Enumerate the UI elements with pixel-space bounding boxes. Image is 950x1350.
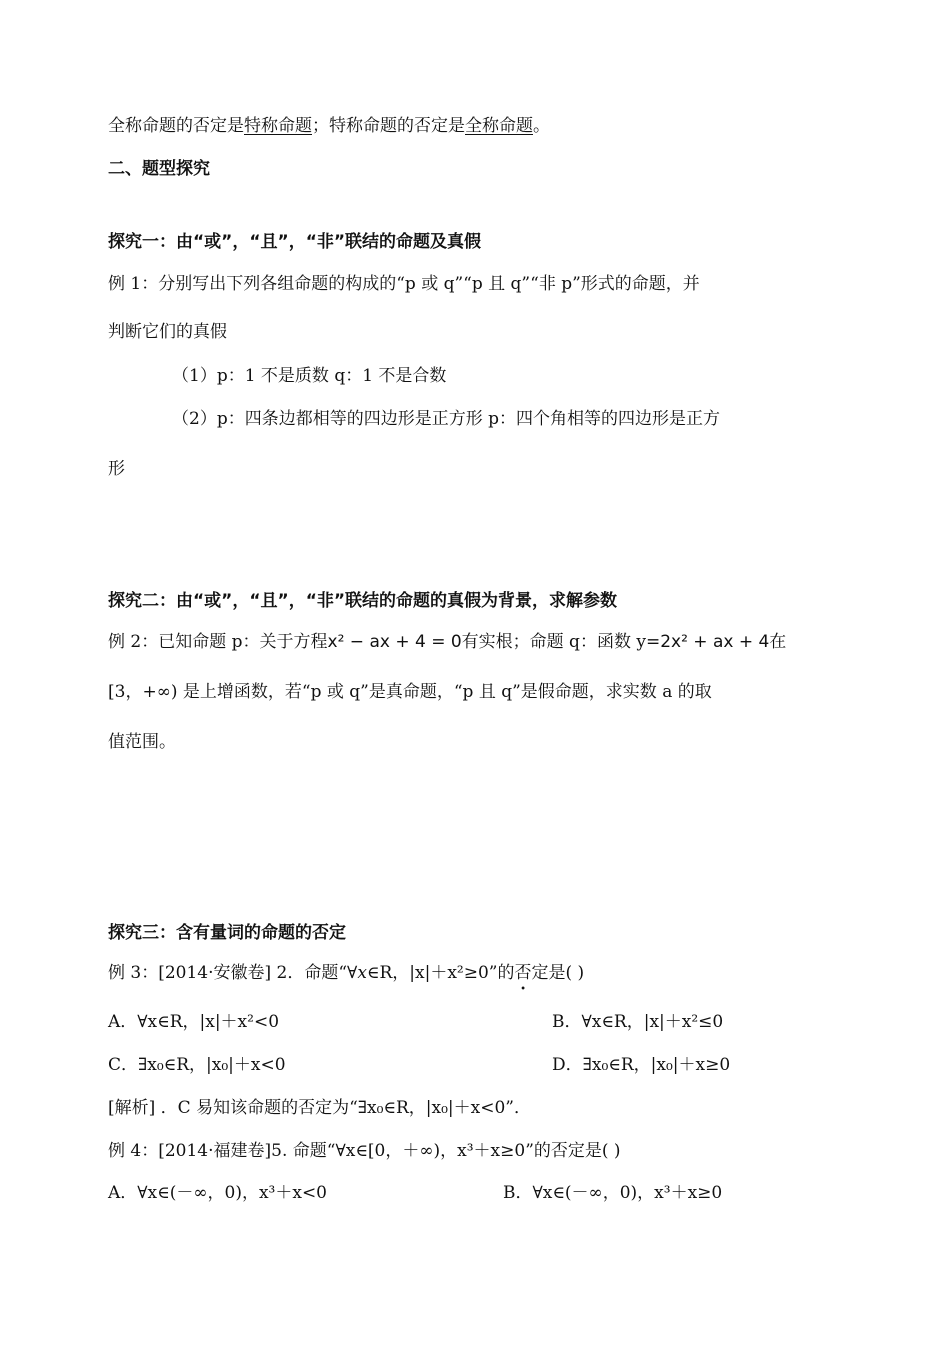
example1-item: （2）p：四条边都相等的四边形是正方形 p：四个角相等的四边形是正方	[172, 409, 720, 429]
summary-text: 。	[533, 116, 550, 136]
example1-item-continued: 形	[108, 459, 125, 479]
example1-item: （1）p：1 不是质数 q：1 不是合数	[172, 366, 447, 386]
example3-line: 例 3：[2014·安徽卷] 2．命题“∀x∈R，|x|＋x²≥0”的否定是( )	[108, 963, 585, 983]
function-expression: 2x² + ax + 4	[660, 632, 770, 652]
example1-line: 例 1：分别写出下列各组命题的构成的“p 或 q”“p 且 q”“非 p”形式的命题，并	[108, 274, 700, 294]
example1-line: 判断它们的真假	[108, 322, 227, 342]
analysis-line: [解析] ．C 易知该命题的否定为“∃x₀∈R，|x₀|＋x<0”．	[108, 1098, 531, 1118]
example2-line: 值范围。	[108, 732, 176, 752]
emphasis-dot-char: 否	[514, 963, 532, 983]
example2-text: 有实根；命题 q：函数 y=	[461, 632, 661, 652]
summary-text: 全称命题的否定是	[108, 116, 244, 136]
example2-line	[108, 630, 786, 654]
option-a: A．∀x∈R，|x|＋x²<0	[108, 1012, 280, 1032]
example4-option-a: A．∀x∈(－∞，0)，x³＋x<0	[108, 1183, 327, 1203]
negation-summary-line	[108, 114, 550, 138]
section-title: 二、题型探究	[108, 159, 210, 179]
example4-line: 例 4：[2014·福建卷]5. 命题“∀x∈[0，＋∞)，x³＋x≥0”的否定是( )	[108, 1141, 621, 1161]
option-c: C．∃x₀∈R，|x₀|＋x<0	[108, 1055, 286, 1075]
example2-text: 在	[769, 632, 787, 652]
example3-text: 定是( )	[531, 963, 585, 983]
explore2-title: 探究二：由“或”，“且”，“非”联结的命题的真假为背景，求解参数	[108, 591, 618, 611]
equation: x² − ax + 4 = 0	[327, 632, 462, 652]
summary-text: ；特称命题的否定是	[312, 116, 465, 136]
explore3-title: 探究三：含有量词的命题的否定	[108, 923, 346, 943]
explore1-title: 探究一：由“或”，“且”，“非”联结的命题及真假	[108, 232, 482, 252]
answer-existential: 特称命题	[244, 116, 312, 136]
example3-text: 例 3：[2014·安徽卷] 2．命题“∀	[108, 963, 358, 983]
example3-text: ∈R，|x|＋x²≥0”的	[366, 963, 515, 983]
option-b: B．∀x∈R，|x|＋x²≤0	[552, 1012, 724, 1032]
answer-universal: 全称命题	[465, 116, 533, 136]
example2-text: 例 2：已知命题 p：关于方程	[108, 632, 328, 652]
example4-option-b: B．∀x∈(－∞，0)，x³＋x≥0	[503, 1183, 723, 1203]
option-d: D．∃x₀∈R，|x₀|＋x≥0	[552, 1055, 731, 1075]
example2-line: [3，+∞) 是上增函数，若“p 或 q”是真命题，“p 且 q”是假命题，求实数 a 的取	[108, 682, 712, 702]
